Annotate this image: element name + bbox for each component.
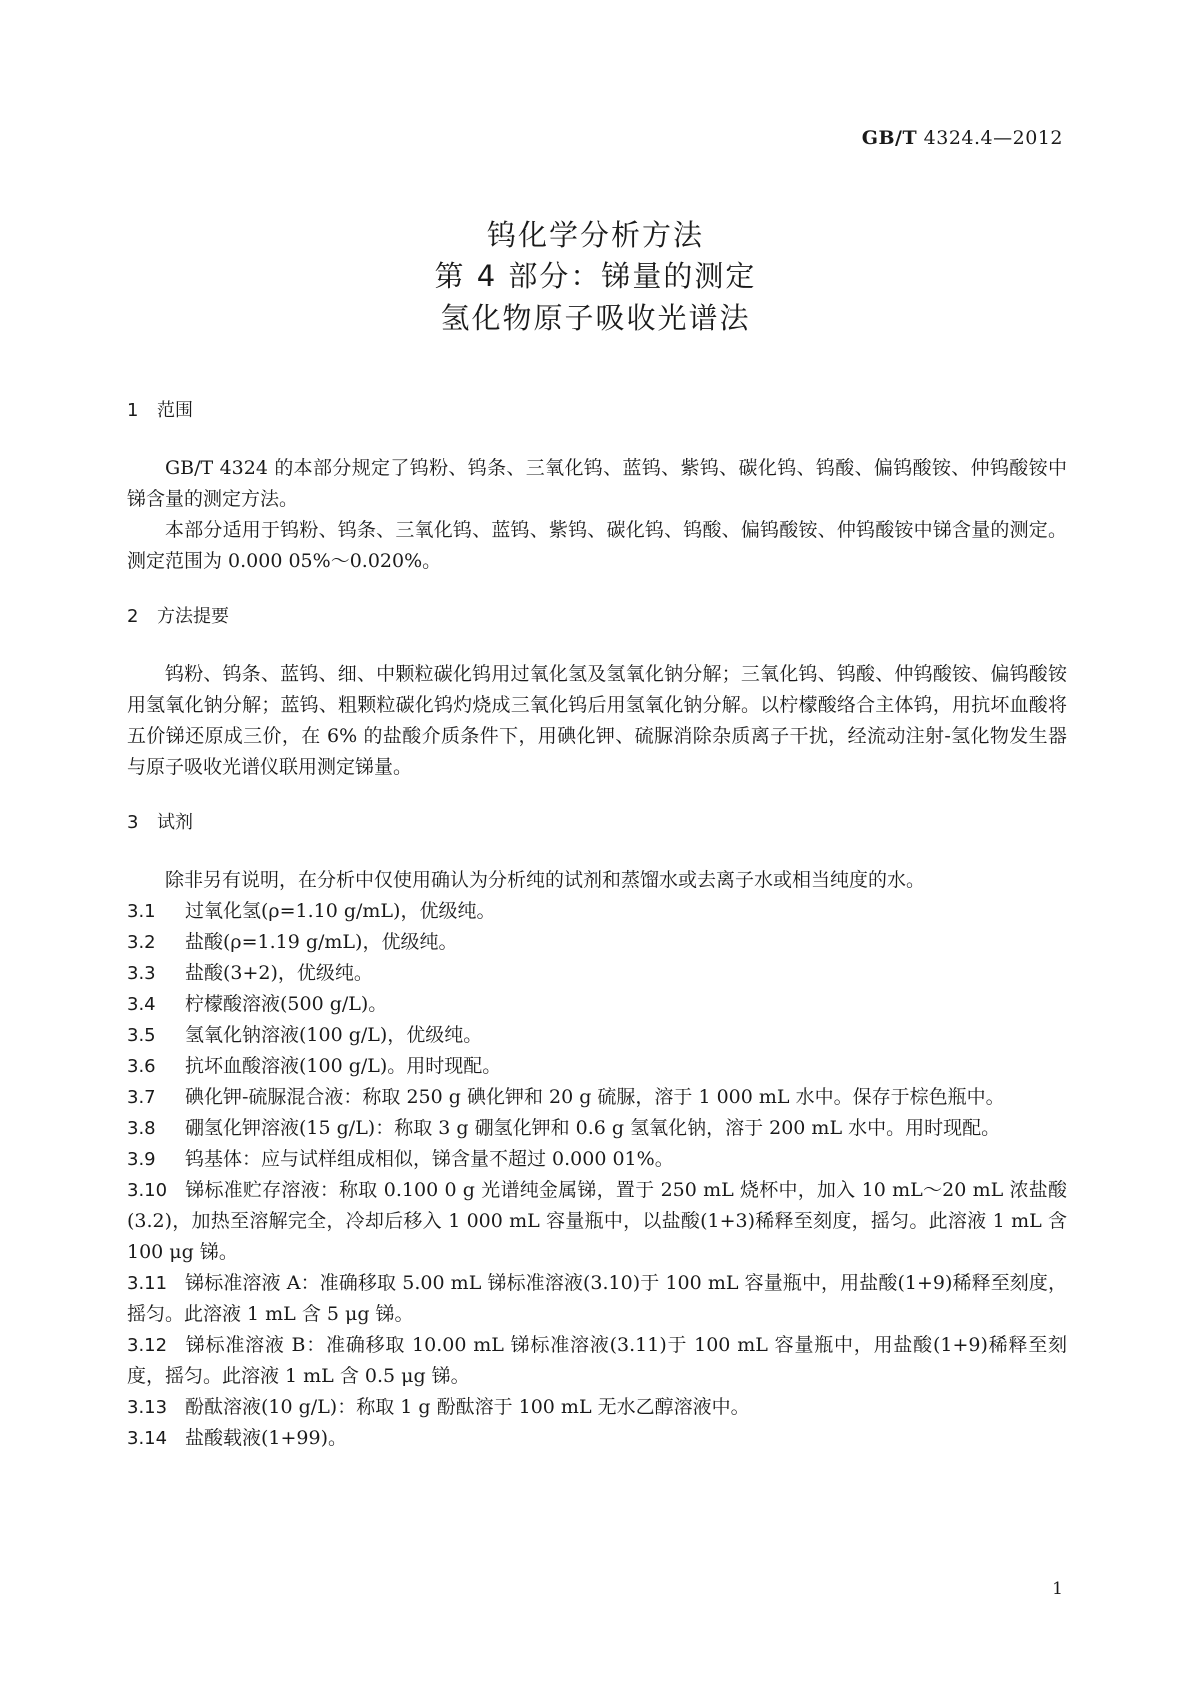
reagent-item	[127, 958, 1067, 989]
item-text: 硼氢化钾溶液(15 g/L)：称取 3 g 硼氢化钾和 0.6 g 氢氧化钠，溶于 200 mL 水中。用时现配。	[185, 1117, 1001, 1139]
reagent-item	[127, 1175, 1067, 1268]
item-number: 3.4	[127, 994, 156, 1015]
item-text: 碘化钾-硫脲混合液：称取 250 g 碘化钾和 20 g 硫脲，溶于 1 000 mL 水中。保存于棕色瓶中。	[185, 1086, 1005, 1108]
section-title: 范围	[157, 400, 193, 421]
item-text: 盐酸(3+2)，优级纯。	[185, 962, 373, 984]
item-text: 氢氧化钠溶液(100 g/L)，优级纯。	[185, 1024, 483, 1046]
reagent-item	[127, 1113, 1067, 1144]
item-text: 抗坏血酸溶液(100 g/L)。用时现配。	[185, 1055, 502, 1077]
item-number: 3.11	[127, 1273, 168, 1294]
document-title-line-2: 第 4 部分：锑量的测定	[434, 259, 757, 293]
item-number: 3.2	[127, 932, 156, 953]
item-text: 钨基体：应与试样组成相似，锑含量不超过 0.000 01%。	[185, 1148, 674, 1170]
item-text: 柠檬酸溶液(500 g/L)。	[185, 993, 388, 1015]
reagent-item	[127, 1330, 1067, 1392]
reagent-item	[127, 1268, 1067, 1330]
section-title: 方法提要	[157, 606, 229, 627]
item-number: 3.13	[127, 1397, 168, 1418]
item-text: 锑标准溶液 B：准确移取 10.00 mL 锑标准溶液(3.11)于 100 mL 容量瓶中，用盐酸(1+9)稀释至刻度，摇匀。此溶液 1 mL 含 0.5 μg 锑。	[127, 1334, 1067, 1387]
item-number: 3.10	[127, 1180, 168, 1201]
section-heading-method-summary	[127, 602, 229, 628]
item-number: 3.8	[127, 1118, 156, 1139]
item-number: 3.1	[127, 901, 156, 922]
standard-number: GB/T 4324.4—2012	[861, 127, 1063, 149]
reagent-item	[127, 896, 1067, 927]
item-text: 盐酸(ρ=1.19 g/mL)，优级纯。	[185, 931, 458, 953]
section-number: 1	[127, 400, 139, 421]
section-heading-reagents	[127, 808, 193, 834]
paragraph: GB/T 4324 的本部分规定了钨粉、钨条、三氧化钨、蓝钨、紫钨、碳化钨、钨酸、偏钨酸铵、仲钨酸铵中锑含量的测定方法。	[127, 457, 1067, 510]
reagent-item	[127, 927, 1067, 958]
document-title-line-3: 氢化物原子吸收光谱法	[440, 301, 751, 335]
reagent-item	[127, 1423, 1067, 1454]
item-text: 锑标准贮存溶液：称取 0.100 0 g 光谱纯金属锑，置于 250 mL 烧杯中，加入 10 mL～20 mL 浓盐酸(3.2)，加热至溶解完全，冷却后移入 1 000 mL 容量瓶中，以盐酸(1+3)稀释至刻度，摇匀。此溶液 1 mL 含 100 μg 锑。	[127, 1179, 1067, 1263]
paragraph: 钨粉、钨条、蓝钨、细、中颗粒碳化钨用过氧化氢及氢氧化钠分解；三氧化钨、钨酸、仲钨酸铵、偏钨酸铵用氢氧化钠分解；蓝钨、粗颗粒碳化钨灼烧成三氧化钨后用氢氧化钠分解。以柠檬酸络合主体钨，用抗坏血酸将五价锑还原成三价，在 6% 的盐酸介质条件下，用碘化钾、硫脲消除杂质离子干扰，经流动注射-氢化物发生器与原子吸收光谱仪联用测定锑量。	[127, 663, 1067, 778]
reagent-item	[127, 1144, 1067, 1175]
item-number: 3.3	[127, 963, 156, 984]
item-number: 3.7	[127, 1087, 156, 1108]
reagent-item	[127, 1051, 1067, 1082]
item-text: 酚酞溶液(10 g/L)：称取 1 g 酚酞溶于 100 mL 无水乙醇溶液中。	[185, 1396, 750, 1418]
item-number: 3.9	[127, 1149, 156, 1170]
item-number: 3.12	[127, 1335, 168, 1356]
section-number: 3	[127, 812, 139, 833]
section-number: 2	[127, 606, 139, 627]
item-text: 盐酸载液(1+99)。	[185, 1427, 348, 1449]
section-title: 试剂	[157, 812, 193, 833]
section-heading-scope	[127, 396, 193, 422]
reagent-item	[127, 1392, 1067, 1423]
page-number: 1	[1052, 1579, 1063, 1599]
item-number: 3.14	[127, 1428, 168, 1449]
paragraph: 本部分适用于钨粉、钨条、三氧化钨、蓝钨、紫钨、碳化钨、钨酸、偏钨酸铵、仲钨酸铵中锑含量的测定。测定范围为 0.000 05%～0.020%。	[127, 519, 1067, 572]
reagent-item	[127, 989, 1067, 1020]
reagent-item	[127, 1020, 1067, 1051]
reagent-item	[127, 1082, 1067, 1113]
paragraph: 除非另有说明，在分析中仅使用确认为分析纯的试剂和蒸馏水或去离子水或相当纯度的水。	[165, 869, 926, 891]
item-text: 锑标准溶液 A：准确移取 5.00 mL 锑标准溶液(3.10)于 100 mL 容量瓶中，用盐酸(1+9)稀释至刻度，摇匀。此溶液 1 mL 含 5 μg 锑。	[127, 1272, 1067, 1325]
item-text: 过氧化氢(ρ=1.10 g/mL)，优级纯。	[185, 900, 496, 922]
document-title-line-1: 钨化学分析方法	[486, 218, 704, 252]
item-number: 3.6	[127, 1056, 156, 1077]
item-number: 3.5	[127, 1025, 156, 1046]
